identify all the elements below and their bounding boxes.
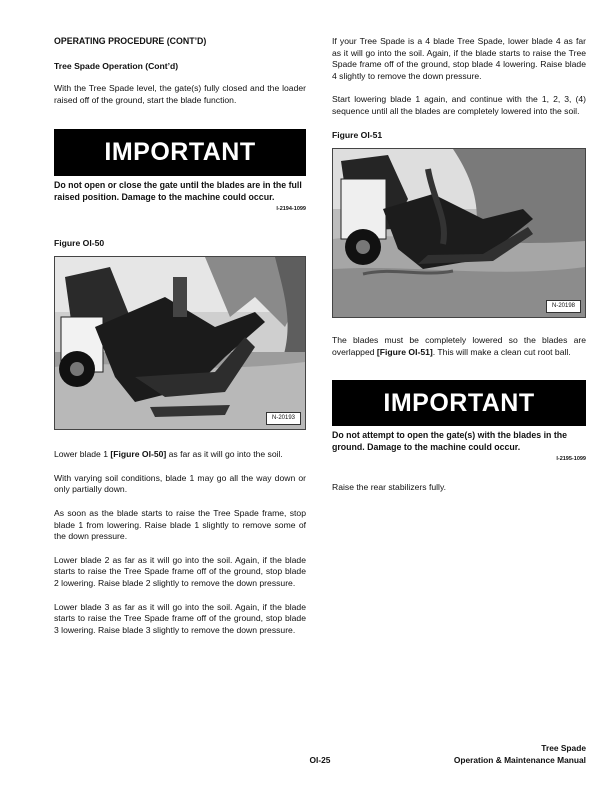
photo-illustration: [333, 149, 585, 317]
figure-label: Figure OI-51: [332, 129, 383, 140]
stop-blade-1-paragraph: As soon as the blade starts to raise the Tree Spade frame, stop blade 1 from lowering. Raise blade 1 slightly to remove some of the down pressure.: [54, 507, 306, 542]
soil-conditions-paragraph: With varying soil conditions, blade 1 may go all the way down or only partially down.: [54, 472, 306, 495]
section-title: OPERATING PROCEDURE (CONT’D): [54, 36, 207, 46]
lower-blade-3-paragraph: Lower blade 3 as far as it will go into the soil. Again, if the blade starts to raise the Tree Spade frame off of the ground, stop blade 3 lowering. Raise blade 3 slightly to remove the down pressure.: [54, 601, 306, 635]
lower-blade-1-paragraph: Lower blade 1 [Figure OI-50] as far as it will go into the soil.: [54, 449, 283, 460]
important-heading: IMPORTANT: [104, 138, 256, 167]
sequence-paragraph: Start lowering blade 1 again, and continue with the 1, 2, 3, (4) sequence until all the blades are completely lowered into the soil.: [332, 94, 586, 116]
lower-blade-2-paragraph: Lower blade 2 as far as it will go into the soil. Again, if the blade starts to raise the Tree Spade frame off of the ground, stop blade 2 lowering. Raise blade 2 slightly to remove the down pressure.: [54, 554, 306, 588]
figure-reference: [Figure OI-51]: [376, 346, 433, 357]
right-column: [332, 36, 586, 493]
photo-illustration: [55, 257, 305, 429]
subsection-title: Tree Spade Operation (Cont’d): [54, 60, 179, 71]
blades-overlapped-paragraph: The blades must be completely lowered so the blades are overlapped [Figure OI-51]. This will make a clean cut root ball.: [332, 335, 586, 357]
page-number: OI-25: [309, 755, 331, 765]
important-text: Do not attempt to open the gate(s) with the blades in the ground. Damage to the machine could occur.: [332, 430, 568, 453]
figure-photo-oi-51: [332, 148, 586, 318]
important-code: I-2194-1099: [276, 205, 306, 212]
manual-title-line2: Operation & Maintenance Manual: [453, 755, 586, 765]
photo-id-label: N-20198: [546, 300, 581, 313]
rear-stabilizers-paragraph: Raise the rear stabilizers fully.: [332, 481, 446, 492]
manual-title: [380, 742, 586, 766]
lower-blade-4-paragraph: If your Tree Spade is a 4 blade Tree Spade, lower blade 4 as far as it will go into the soil. Again, if the blade starts to raise the Tree Spade frame off of the ground, stop blade 4 lowering. Raise blade 4 slightly to remove the down pressure.: [332, 36, 586, 81]
figure-reference: [Figure OI-50]: [110, 449, 167, 460]
photo-id-label: N-20193: [266, 412, 301, 425]
important-heading: IMPORTANT: [383, 388, 535, 417]
left-column: [54, 36, 306, 636]
intro-paragraph: With the Tree Spade level, the gate(s) fully closed and the loader raised off of the ground, start the blade function.: [54, 83, 306, 105]
important-banner: [332, 380, 586, 426]
important-text: Do not open or close the gate until the blades are in the full raised position. Damage to the machine could occur.: [54, 180, 302, 203]
important-code: I-2195-1099: [556, 455, 586, 462]
figure-photo-oi-50: [54, 256, 306, 430]
manual-title-line1: Tree Spade: [541, 743, 586, 753]
important-banner: [54, 129, 306, 176]
figure-label: Figure OI-50: [54, 237, 105, 248]
